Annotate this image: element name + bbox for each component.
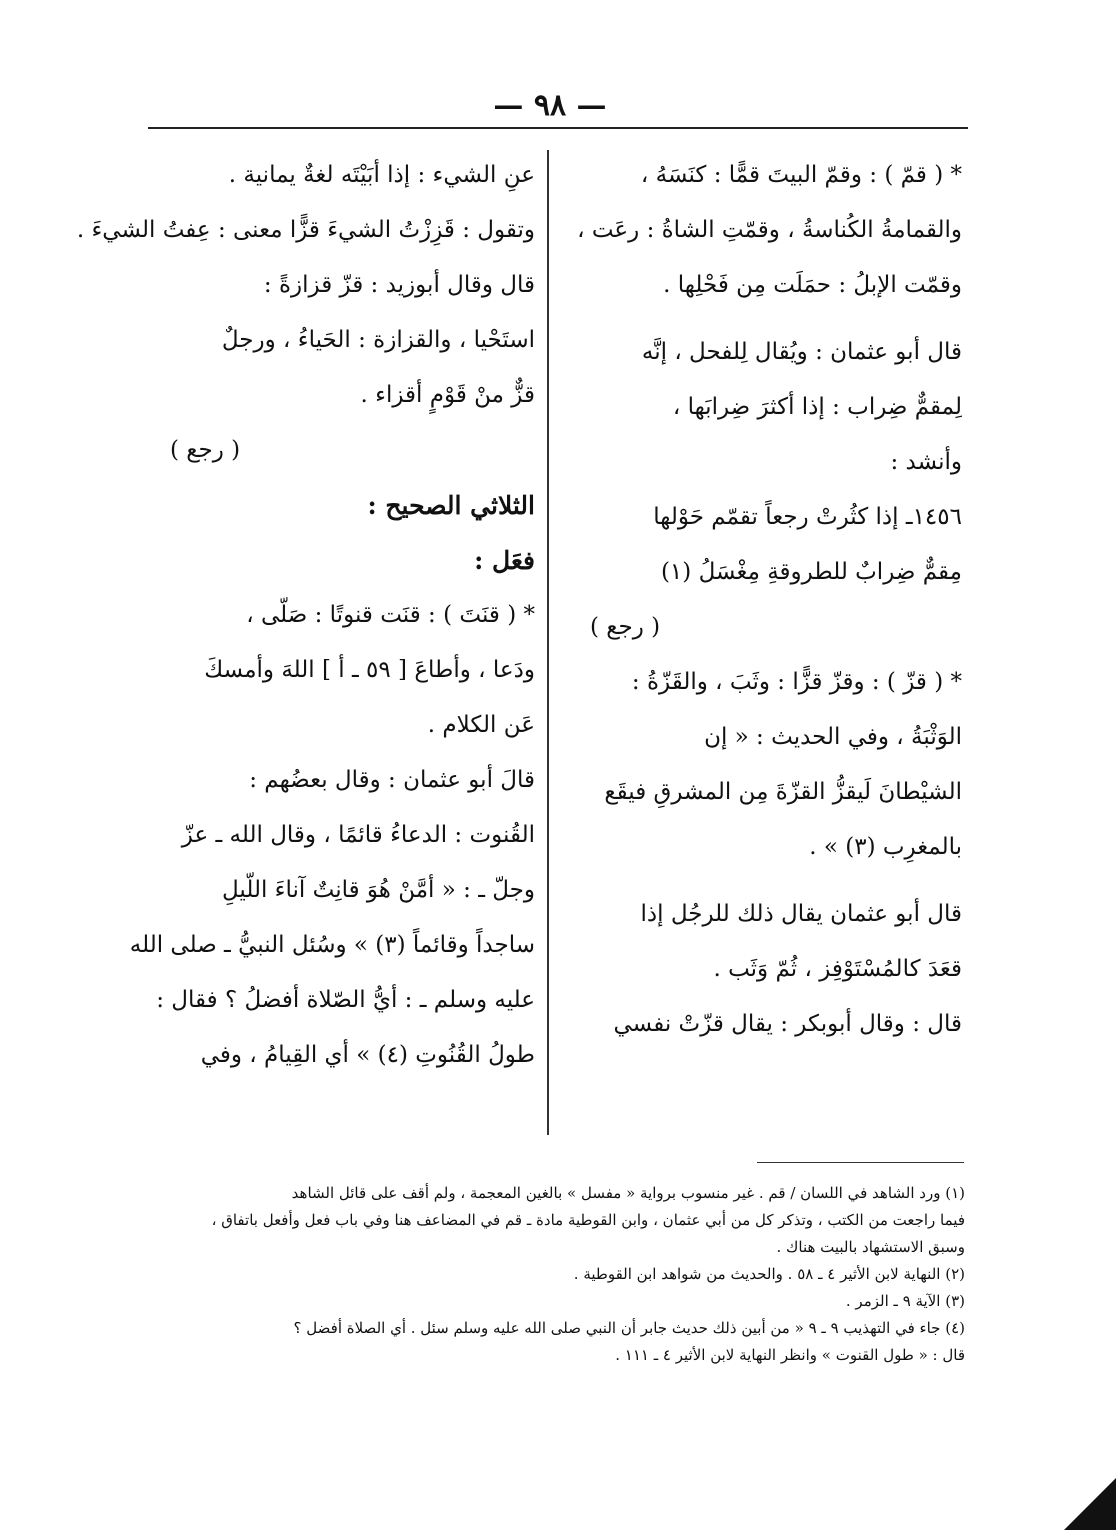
right-text-column [570, 148, 962, 1052]
verse-line: مِقمٌّ ضِرابٌ للطروقةِ مِغْسَلُ (١) [660, 559, 962, 585]
page-number: — ٩٨ — [493, 88, 607, 123]
text-line: استَحْيا ، والقزازة : الحَياءُ ، ورجلٌ [221, 327, 535, 353]
source-tag: ( رجع ) [590, 614, 661, 640]
header-rule [148, 127, 968, 129]
text-line: قزٌّ منْ قَوْمٍ أقزاء . [360, 382, 535, 408]
subsection-heading: فعَل : [474, 546, 535, 575]
text-line: قال : وقال أبوبكر : يقال قزّتْ نفسي [613, 1011, 962, 1037]
paragraph-gap [570, 313, 962, 325]
footnote-line: فيما راجعت من الكتب ، وتذكر كل من أبي عثمان ، وابن القوطية مادة ـ قم في المضاعف هنا وفي باب فعل وأفعل باتفاق ، [211, 1211, 965, 1229]
text-line: قال وقال أبوزيد : قزّ قزازةً : [263, 272, 535, 298]
text-line: قالَ أبو عثمان : وقال بعضُهم : [249, 767, 535, 793]
verse-line: ١٤٥٦ـ إذا كثُرتْ رجعاً تقمّم حَوْلها [653, 504, 962, 530]
text-line: عنِ الشيء : إذا أبَيْتَه لغةٌ يمانية . [228, 162, 535, 188]
text-line: وقمّت الإبلُ : حمَلَت مِن فَحْلِها . [663, 272, 962, 298]
text-line: عليه وسلم ـ : أيُّ الصّلاة أفضلُ ؟ فقال : [156, 987, 535, 1013]
text-line: الشيْطانَ لَيقزُّ القزّةَ مِن المشرقِ فيقَع [604, 779, 962, 805]
text-line: ساجداً وقائماً (٣) » وسُئل النبيُّ ـ صلى الله [129, 932, 535, 958]
footnote-line: (٢) النهاية لابن الأثير ٤ ـ ٥٨ . والحديث من شواهد ابن القوطية . [573, 1265, 965, 1283]
text-line: طولُ القُنُوتِ (٤) » أي القِيامُ ، وفي [200, 1042, 535, 1068]
footnote-line: (١) ورد الشاهد في اللسان / قم . غير منسوب برواية « مفسل » بالغين المعجمة ، ولم أقف على قائل الشاهد [291, 1184, 965, 1202]
text-line: قعَدَ كالمُسْتَوْفِز ، ثُمّ وَثَب . [713, 956, 962, 982]
footnote-line: قال : « طول القنوت » وانظر النهاية لابن الأثير ٤ ـ ١١١ . [615, 1346, 965, 1364]
scan-corner-mark [1064, 1478, 1116, 1530]
footnote-line: (٤) جاء في التهذيب ٩ ـ ٩ « من أبين ذلك حديث جابر أن النبي صلى الله عليه وسلم سئل . أي الصلاة أفضل ؟ [293, 1319, 965, 1337]
section-heading: الثلاثي الصحيح : [367, 491, 535, 520]
text-line: قال أبو عثمان : ويُقال لِلفحل ، إنَّه [641, 339, 962, 365]
entry-heading-line: * ( قنَتَ ) : قنَت قنوتًا : صَلّى ، [246, 602, 535, 628]
text-line: قال أبو عثمان يقال ذلك للرجُل إذا [640, 901, 962, 927]
text-line: وأنشد : [890, 449, 962, 475]
left-text-column [76, 148, 535, 1083]
text-line: لِمقمٌّ ضِراب : إذا أكثرَ ضِرابَها ، [672, 394, 962, 420]
entry-heading-line: * ( قزّ ) : وقزّ قزًّا : وثَبَ ، والقَزّةُ : [631, 669, 962, 695]
text-line: ودَعا ، وأطاعَ [ ٥٩ ـ أ ] اللهَ وأمسكَ [204, 657, 535, 683]
text-line: وتقول : قَزِزْتُ الشيءَ قزًّا معنى : عِفتُ الشيءَ . [76, 217, 535, 243]
text-line: وجلّ ـ : « أمَّنْ هُوَ قانِتٌ آناءَ اللّيلِ [222, 877, 535, 903]
paragraph-gap [570, 875, 962, 887]
text-line: عَن الكلام . [427, 712, 535, 738]
text-line: * ( قمّ ) : وقمّ البيتَ قمًّا : كنَسَهُ ، [640, 162, 962, 188]
footnote-line: وسبق الاستشهاد بالبيت هناك . [776, 1238, 965, 1256]
source-tag: ( رجع ) [170, 437, 241, 463]
footnotes [150, 1180, 965, 1369]
text-line: بالمغرِب (٣) » . [809, 834, 962, 860]
text-line: والقمامةُ الكُناسةُ ، وقمّتِ الشاةُ : رعَت ، [577, 217, 962, 243]
text-line: الوَثْبَةُ ، وفي الحديث : « إن [704, 724, 962, 750]
footnote-line: (٣) الآية ٩ ـ الزمر . [845, 1292, 965, 1310]
column-divider [547, 150, 549, 1135]
text-line: القُنوت : الدعاءُ قائمًا ، وقال الله ـ عزّ [181, 822, 535, 848]
footnote-rule [757, 1162, 964, 1163]
